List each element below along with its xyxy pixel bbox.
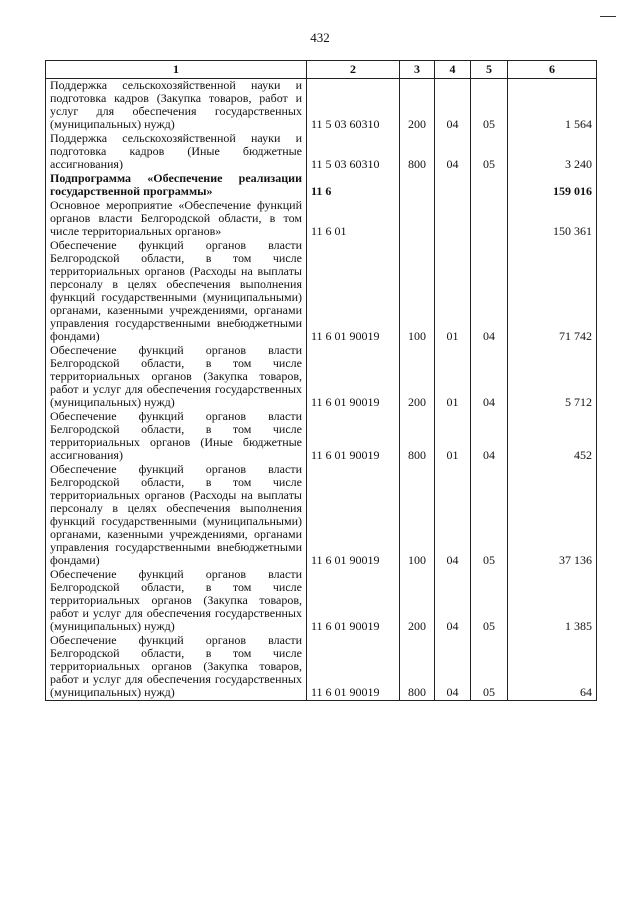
header-col-2: 2 [307,61,400,79]
row-code: 11 6 01 90019 [307,344,400,410]
table-row [46,239,597,344]
row-name: Поддержка сельскохозяйственной науки и подготовка кадров (Закупка товаров, работ и услуг для обеспечения государственных (муниципальных) нужд) [46,79,307,133]
row-subsection [471,199,508,239]
row-expense-type: 100 [400,239,435,344]
row-section: 04 [435,463,471,568]
row-subsection: 05 [471,132,508,172]
row-name: Поддержка сельскохозяйственной науки и подготовка кадров (Иные бюджетные ассигнования) [46,132,307,172]
row-name: Обеспечение функций органов власти Белгородской области, в том числе территориальных органов (Закупка товаров, работ и услуг для обеспечения государственных (муниципальных) нужд) [46,634,307,701]
row-name: Подпрограмма «Обеспечение реализации государственной программы» [46,172,307,199]
row-expense-type: 800 [400,410,435,463]
row-section: 04 [435,634,471,701]
row-code: 11 6 01 90019 [307,463,400,568]
row-name: Обеспечение функций органов власти Белгородской области, в том числе территориальных органов (Иные бюджетные ассигнования) [46,410,307,463]
row-code: 11 6 [307,172,400,199]
table-row [46,199,597,239]
page-number: 432 [310,30,330,45]
row-section: 01 [435,344,471,410]
row-subsection: 04 [471,344,508,410]
table-row [46,79,597,133]
row-section: 01 [435,239,471,344]
corner-mark [600,16,616,17]
row-subsection: 04 [471,239,508,344]
row-amount: 37 136 [508,463,597,568]
row-code: 11 6 01 90019 [307,410,400,463]
row-subsection: 05 [471,463,508,568]
row-code: 11 6 01 90019 [307,239,400,344]
header-col-1: 1 [46,61,307,79]
row-code: 11 6 01 90019 [307,568,400,634]
row-subsection: 05 [471,568,508,634]
row-section: 04 [435,79,471,133]
table-header [46,61,597,79]
header-col-5: 5 [471,61,508,79]
row-expense-type [400,172,435,199]
row-amount: 159 016 [508,172,597,199]
row-expense-type: 100 [400,463,435,568]
row-code: 11 5 03 60310 [307,132,400,172]
row-subsection [471,172,508,199]
row-name: Основное мероприятие «Обеспечение функций органов власти Белгородской области, в том числе территориальных органов» [46,199,307,239]
row-section: 01 [435,410,471,463]
header-col-4: 4 [435,61,471,79]
row-name: Обеспечение функций органов власти Белгородской области, в том числе территориальных органов (Расходы на выплаты персоналу в целях обеспечения выполнения функций государственными (муниципальными) органами, казенными учреждениями, органами управления государственными внебюджетными фондами) [46,239,307,344]
table-row [46,344,597,410]
row-amount: 3 240 [508,132,597,172]
row-section [435,199,471,239]
header-col-3: 3 [400,61,435,79]
table-row [46,132,597,172]
row-subsection: 05 [471,634,508,701]
row-expense-type: 200 [400,79,435,133]
row-amount: 71 742 [508,239,597,344]
row-name: Обеспечение функций органов власти Белгородской области, в том числе территориальных органов (Закупка товаров, работ и услуг для обеспечения государственных (муниципальных) нужд) [46,568,307,634]
row-name: Обеспечение функций органов власти Белгородской области, в том числе территориальных органов (Закупка товаров, работ и услуг для обеспечения государственных (муниципальных) нужд) [46,344,307,410]
row-expense-type: 200 [400,568,435,634]
row-amount: 452 [508,410,597,463]
row-amount: 5 712 [508,344,597,410]
row-section: 04 [435,132,471,172]
table-row [46,410,597,463]
table-row [46,463,597,568]
row-subsection: 05 [471,79,508,133]
table-row [46,172,597,199]
row-expense-type: 200 [400,344,435,410]
row-section [435,172,471,199]
row-code: 11 5 03 60310 [307,79,400,133]
row-amount: 150 361 [508,199,597,239]
row-name: Обеспечение функций органов власти Белгородской области, в том числе территориальных органов (Расходы на выплаты персоналу в целях обеспечения выполнения функций государственными (муниципальными) органами, казенными учреждениями, органами управления государственными внебюджетными фондами) [46,463,307,568]
budget-table [45,60,597,701]
header-col-6: 6 [508,61,597,79]
row-expense-type [400,199,435,239]
row-code: 11 6 01 [307,199,400,239]
row-expense-type: 800 [400,634,435,701]
row-amount: 1 385 [508,568,597,634]
table-row [46,634,597,701]
row-expense-type: 800 [400,132,435,172]
table-row [46,568,597,634]
row-code: 11 6 01 90019 [307,634,400,701]
row-amount: 64 [508,634,597,701]
row-section: 04 [435,568,471,634]
table-body [46,79,597,701]
row-subsection: 04 [471,410,508,463]
row-amount: 1 564 [508,79,597,133]
